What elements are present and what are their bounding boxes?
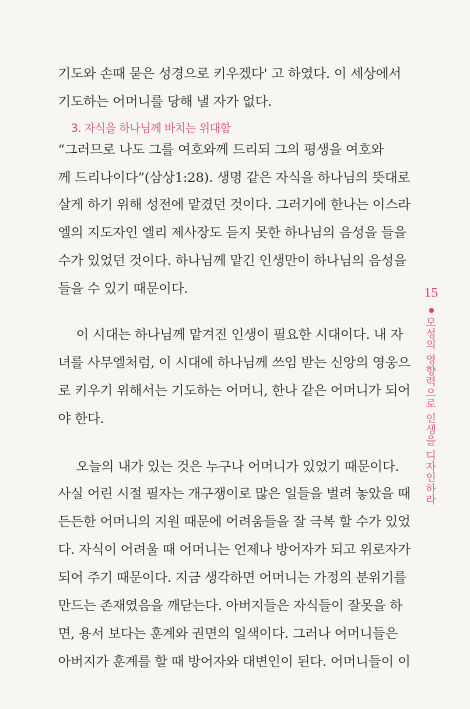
text-line: 든든한 어머니의 지원 때문에 어려움들을 잘 극복 할 수가 있었 [58, 515, 411, 530]
text-line: 기도와 손때 묻은 성경으로 키우겠다' 고 하였다. 이 세상에서 [58, 67, 402, 82]
page-margin-column [418, 286, 444, 505]
text-line: 이 시대는 하나님께 맡겨진 인생이 필요한 시대이다. 내 자 [76, 328, 404, 343]
bullet-dot-icon [429, 308, 434, 313]
page-number: 15 [424, 286, 438, 301]
text-line: 야 한다. [58, 412, 104, 427]
text-line: 만드는 존재였음을 깨닫는다. 아버지들은 자식들이 잘못을 하 [58, 599, 403, 614]
text-line: 엘의 지도자인 엘리 제사장도 듣지 못한 하나님의 음성을 들을 [58, 226, 407, 241]
text-line: 로 키우기 위해서는 기도하는 어머니, 한나 같은 어머니가 되어 [58, 384, 411, 399]
text-line: 수가 있었던 것이다. 하나님께 맡긴 인생만이 하나님의 음성을 [58, 254, 407, 269]
section-heading: 3. 자식을 하나님께 바치는 위대함 [71, 122, 231, 135]
text-line: 되어 주기 때문이다. 지금 생각하면 어머니는 가정의 분위기를 [58, 571, 407, 586]
text-line: 께 드리나이다”(삼상1:28). 생명 같은 자식을 하나님의 뜻대로 [58, 171, 411, 186]
text-line: 면, 용서 보다는 훈계와 권면의 일색이다. 그러나 어머니들은 [58, 627, 398, 642]
text-line: 오늘의 내가 있는 것은 누구나 어머니가 있었기 때문이다. [76, 460, 400, 475]
running-title: 모성의 영향력으로 인생을 디자인하라 [424, 317, 437, 505]
text-line: 기도하는 어머니를 당해 낼 자가 없다. [58, 95, 272, 110]
text-line: 살게 하기 위해 성전에 맡겼던 것이다. 그러기에 한나는 이스라 [58, 198, 411, 213]
text-line: 들을 수 있기 때문이다. [58, 282, 188, 297]
text-line: 다. 자식이 어려울 때 어머니는 언제나 방어자가 되고 위로자가 [58, 543, 411, 558]
text-line: 아버지가 훈계를 할 때 방어자와 대변인이 된다. 어머니들이 이 [58, 655, 411, 670]
text-line: 사실 어린 시절 필자는 개구쟁이로 많은 일들을 벌려 놓았을 때 [58, 487, 411, 502]
text-line: 녀를 사무엘처럼, 이 시대에 하나님께 쓰임 받는 신앙의 영웅으 [58, 356, 411, 371]
text-line: “그러므로 나도 그를 여호와께 드리되 그의 평생을 여호와 [58, 143, 384, 158]
